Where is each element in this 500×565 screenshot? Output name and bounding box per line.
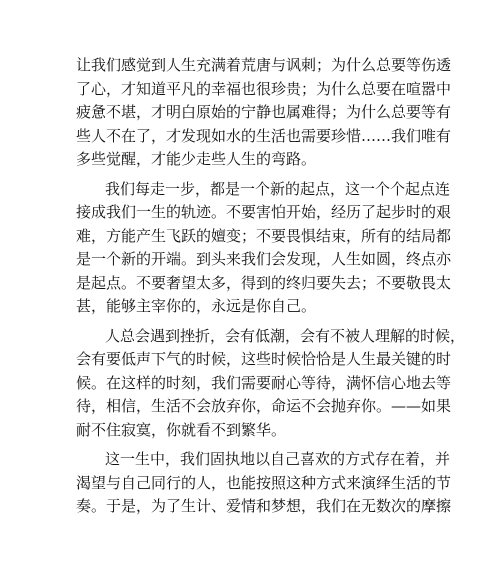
paragraph-line: 渴望与自己同行的人，也能按照这种方式来演绎生活的节	[76, 473, 452, 492]
document-body	[76, 54, 466, 525]
paragraph-line: 这一生中，我们固执地以自己喜欢的方式存在着，并	[105, 450, 451, 468]
paragraph-line: 人总会遇到挫折，会有低潮，会有不被人理解的时候，	[105, 326, 466, 345]
paragraph-line: 接成我们一生的轨迹。不要害怕开始，经历了起步时的艰	[76, 203, 452, 221]
paragraph-line: 会有要低声下气的时候，这些时候恰恰是人生最关键的时	[76, 350, 452, 368]
paragraph-4	[76, 448, 452, 519]
paragraph-line: 些人不在了，才发现如水的生活也需要珍惜……我们唯有	[76, 126, 452, 145]
paragraph-1	[76, 54, 452, 172]
paragraph-line: 甚，能够主宰你的，永远是你自己。	[76, 297, 317, 315]
paragraph-line: 难，方能产生飞跃的嬗变；不要畏惧结束，所有的结局都	[76, 226, 452, 245]
paragraph-line: 是起点。不要奢望太多，得到的终归要失去；不要敬畏太	[76, 273, 452, 292]
paragraph-line: 了心，才知道平凡的幸福也很珍贵；为什么总要在喧嚣中	[76, 79, 452, 98]
paragraph-line: 是一个新的开端。到头来我们会发现，人生如圆，终点亦	[76, 250, 452, 268]
paragraph-line: 耐不住寂寞，你就看不到繁华。	[76, 420, 287, 439]
paragraph-2	[76, 178, 452, 319]
paragraph-line: 候。在这样的时刻，我们需要耐心等待，满怀信心地去等	[76, 373, 452, 392]
paragraph-line: 待，相信，生活不会放弃你，命运不会抛弃你。——如果	[76, 397, 452, 415]
paragraph-line: 奏。于是，为了生计、爱情和梦想，我们在无数次的摩擦	[76, 497, 452, 515]
paragraph-3	[76, 325, 466, 443]
paragraph-line: 我们每走一步，都是一个新的起点，这一个个起点连	[105, 179, 451, 198]
paragraph-line: 多些觉醒，才能少走些人生的弯路。	[76, 150, 317, 168]
paragraph-line: 让我们感觉到人生充满着荒唐与讽刺；为什么总要等伤透	[76, 56, 452, 74]
paragraph-line: 疲惫不堪，才明白原始的宁静也属难得；为什么总要等有	[76, 103, 452, 121]
